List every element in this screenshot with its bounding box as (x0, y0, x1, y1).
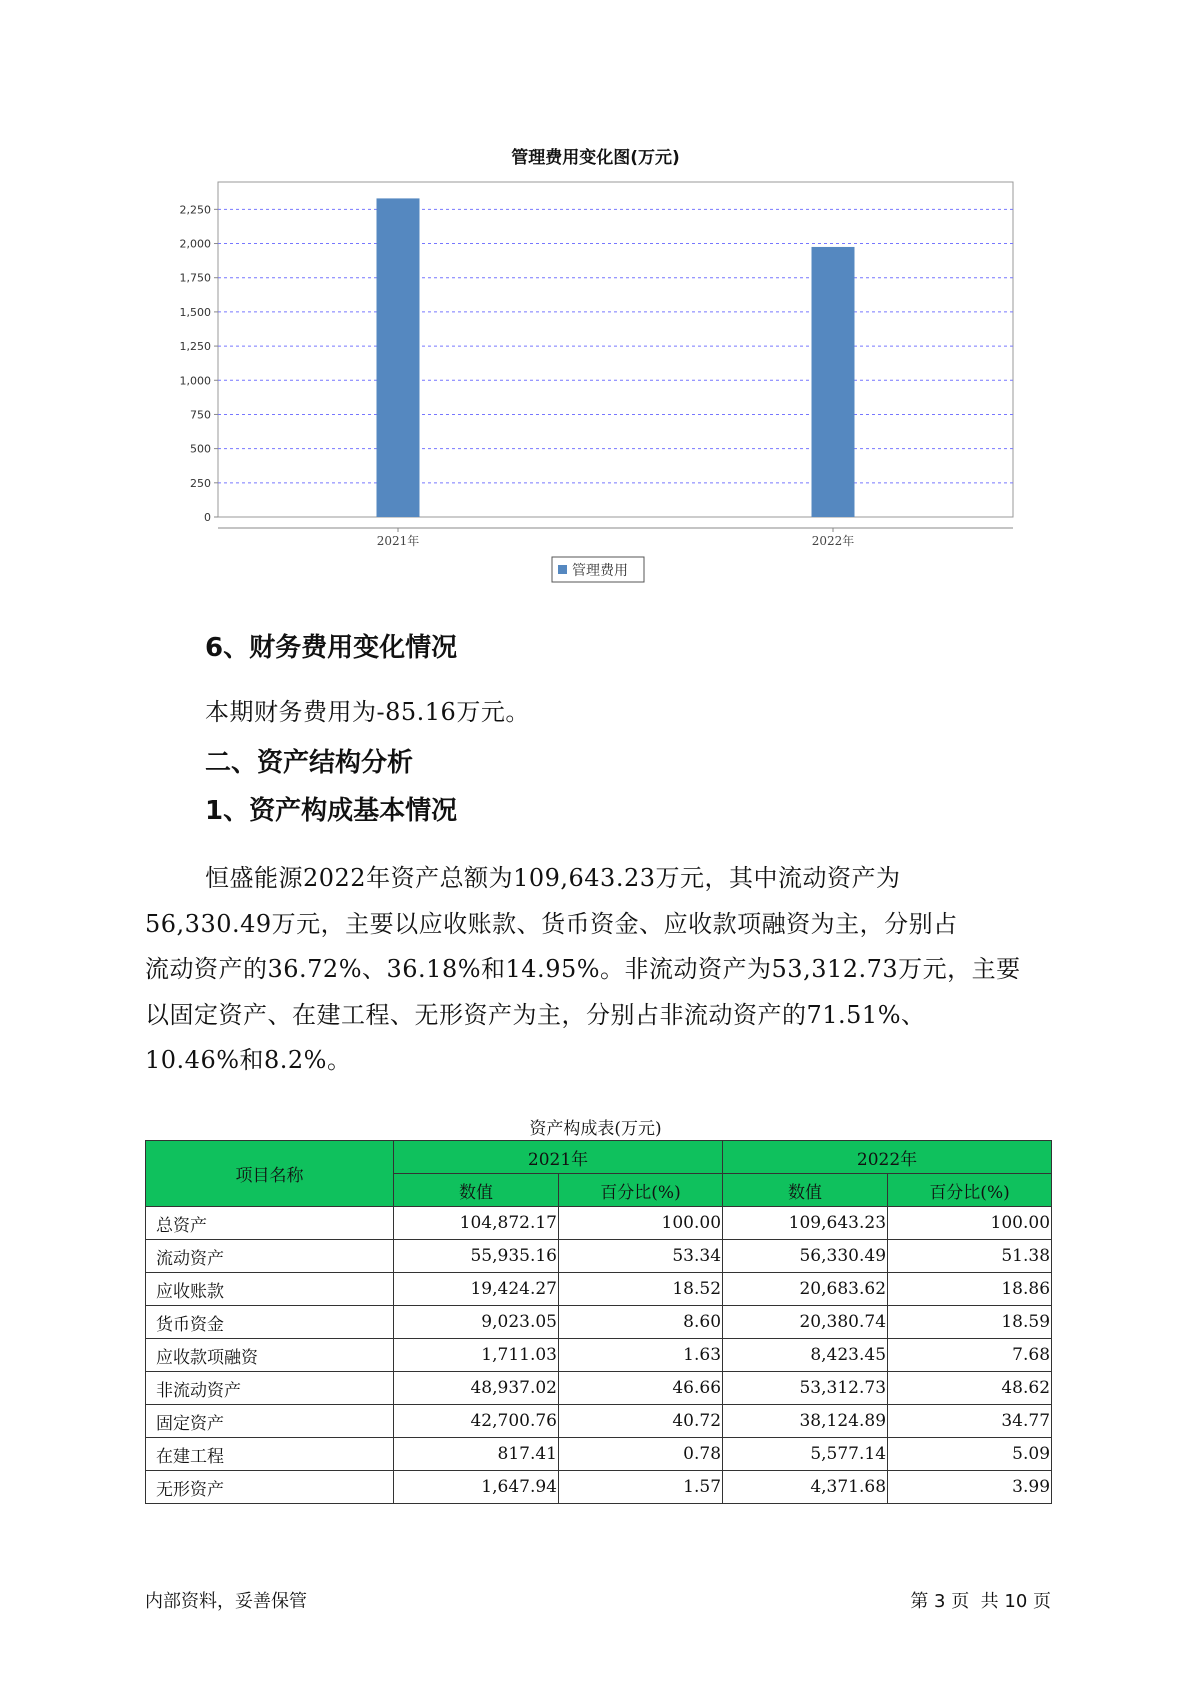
plot-area (218, 182, 1013, 517)
y-tick-label: 2,250 (179, 203, 211, 217)
table-title: 资产构成表(万元) (529, 1119, 662, 1139)
cell-value: 48,937.02 (394, 1372, 559, 1405)
cell-value: 38,124.89 (723, 1405, 888, 1438)
asset-composition-table (145, 1140, 1052, 1504)
cell-value: 18.86 (888, 1273, 1052, 1306)
cell-value: 20,380.74 (723, 1306, 888, 1339)
header-year-2021: 2021年 (394, 1141, 723, 1174)
cell-value: 34.77 (888, 1405, 1052, 1438)
cell-value: 9,023.05 (394, 1306, 559, 1339)
cell-value: 18.52 (559, 1273, 723, 1306)
cell-value: 7.68 (888, 1339, 1052, 1372)
y-tick-label: 1,750 (179, 271, 211, 285)
header-percent-2022: 百分比(%) (888, 1174, 1052, 1207)
chart-title: 管理费用变化图(万元) (511, 148, 680, 168)
bar (377, 198, 420, 517)
cell-value: 20,683.62 (723, 1273, 888, 1306)
table-row (146, 1207, 1052, 1240)
row-label: 流动资产 (146, 1240, 394, 1273)
table-row (146, 1438, 1052, 1471)
paragraph-line: 流动资产的36.72%、36.18%和14.95%。非流动资产为53,312.73万元，主要 (145, 955, 1021, 983)
section-6-text: 本期财务费用为-85.16万元。 (205, 698, 530, 726)
cell-value: 46.66 (559, 1372, 723, 1405)
table-row (146, 1306, 1052, 1339)
table-row (146, 1372, 1052, 1405)
header-item-name: 项目名称 (146, 1141, 394, 1207)
footer-confidential: 内部资料，妥善保管 (145, 1591, 307, 1612)
cell-value: 1,647.94 (394, 1471, 559, 1504)
cell-value: 53.34 (559, 1240, 723, 1273)
header-value-2022: 数值 (723, 1174, 888, 1207)
cell-value: 4,371.68 (723, 1471, 888, 1504)
y-tick-label: 0 (204, 511, 211, 524)
cell-value: 42,700.76 (394, 1405, 559, 1438)
y-tick-label: 1,250 (179, 340, 211, 354)
row-label: 总资产 (146, 1207, 394, 1240)
x-tick-label: 2021年 (376, 534, 420, 548)
section-2-heading: 二、资产结构分析 (205, 748, 414, 778)
table-row (146, 1339, 1052, 1372)
cell-value: 3.99 (888, 1471, 1052, 1504)
cell-value: 18.59 (888, 1306, 1052, 1339)
table-row (146, 1240, 1052, 1273)
cell-value: 53,312.73 (723, 1372, 888, 1405)
header-percent-2021: 百分比(%) (559, 1174, 723, 1207)
y-tick-label: 2,000 (179, 237, 211, 251)
row-label: 在建工程 (146, 1438, 394, 1471)
cell-value: 1.63 (559, 1339, 723, 1372)
cell-value: 109,643.23 (723, 1207, 888, 1240)
row-label: 非流动资产 (146, 1372, 394, 1405)
cell-value: 19,424.27 (394, 1273, 559, 1306)
cell-value: 1,711.03 (394, 1339, 559, 1372)
bar (812, 247, 855, 517)
table-row (146, 1405, 1052, 1438)
section-6-heading: 6、财务费用变化情况 (205, 633, 458, 663)
paragraph-line: 恒盛能源2022年资产总额为109,643.23万元，其中流动资产为 (205, 864, 901, 892)
cell-value: 100.00 (888, 1207, 1052, 1240)
cell-value: 0.78 (559, 1438, 723, 1471)
cell-value: 48.62 (888, 1372, 1052, 1405)
footer-page-number: 第 3 页 共 10 页 (910, 1591, 1051, 1612)
paragraph-line: 10.46%和8.2%。 (145, 1046, 352, 1074)
section-2-1-heading: 1、资产构成基本情况 (205, 796, 458, 826)
cell-value: 817.41 (394, 1438, 559, 1471)
table-row (146, 1471, 1052, 1504)
row-label: 应收款项融资 (146, 1339, 394, 1372)
x-tick-label: 2022年 (811, 534, 855, 548)
cell-value: 5.09 (888, 1438, 1052, 1471)
y-tick-label: 250 (190, 476, 211, 490)
cell-value: 1.57 (559, 1471, 723, 1504)
cell-value: 51.38 (888, 1240, 1052, 1273)
row-label: 货币资金 (146, 1306, 394, 1339)
row-label: 无形资产 (146, 1471, 394, 1504)
table-row (146, 1273, 1052, 1306)
y-tick-label: 500 (190, 442, 211, 456)
cell-value: 8.60 (559, 1306, 723, 1339)
cell-value: 56,330.49 (723, 1240, 888, 1273)
header-year-2022: 2022年 (723, 1141, 1052, 1174)
legend-swatch (558, 565, 567, 574)
cell-value: 100.00 (559, 1207, 723, 1240)
paragraph-line: 以固定资产、在建工程、无形资产为主，分别占非流动资产的71.51%、 (145, 1001, 926, 1029)
cell-value: 55,935.16 (394, 1240, 559, 1273)
table-body (146, 1207, 1052, 1504)
y-tick-label: 1,000 (179, 374, 211, 388)
management-expense-chart (0, 0, 1191, 600)
cell-value: 5,577.14 (723, 1438, 888, 1471)
cell-value: 8,423.45 (723, 1339, 888, 1372)
y-tick-label: 1,500 (179, 305, 211, 319)
header-value-2021: 数值 (394, 1174, 559, 1207)
legend-label: 管理费用 (572, 563, 628, 579)
cell-value: 40.72 (559, 1405, 723, 1438)
y-tick-label: 750 (190, 408, 211, 422)
paragraph-line: 56,330.49万元，主要以应收账款、货币资金、应收款项融资为主，分别占 (145, 910, 958, 938)
row-label: 应收账款 (146, 1273, 394, 1306)
cell-value: 104,872.17 (394, 1207, 559, 1240)
row-label: 固定资产 (146, 1405, 394, 1438)
